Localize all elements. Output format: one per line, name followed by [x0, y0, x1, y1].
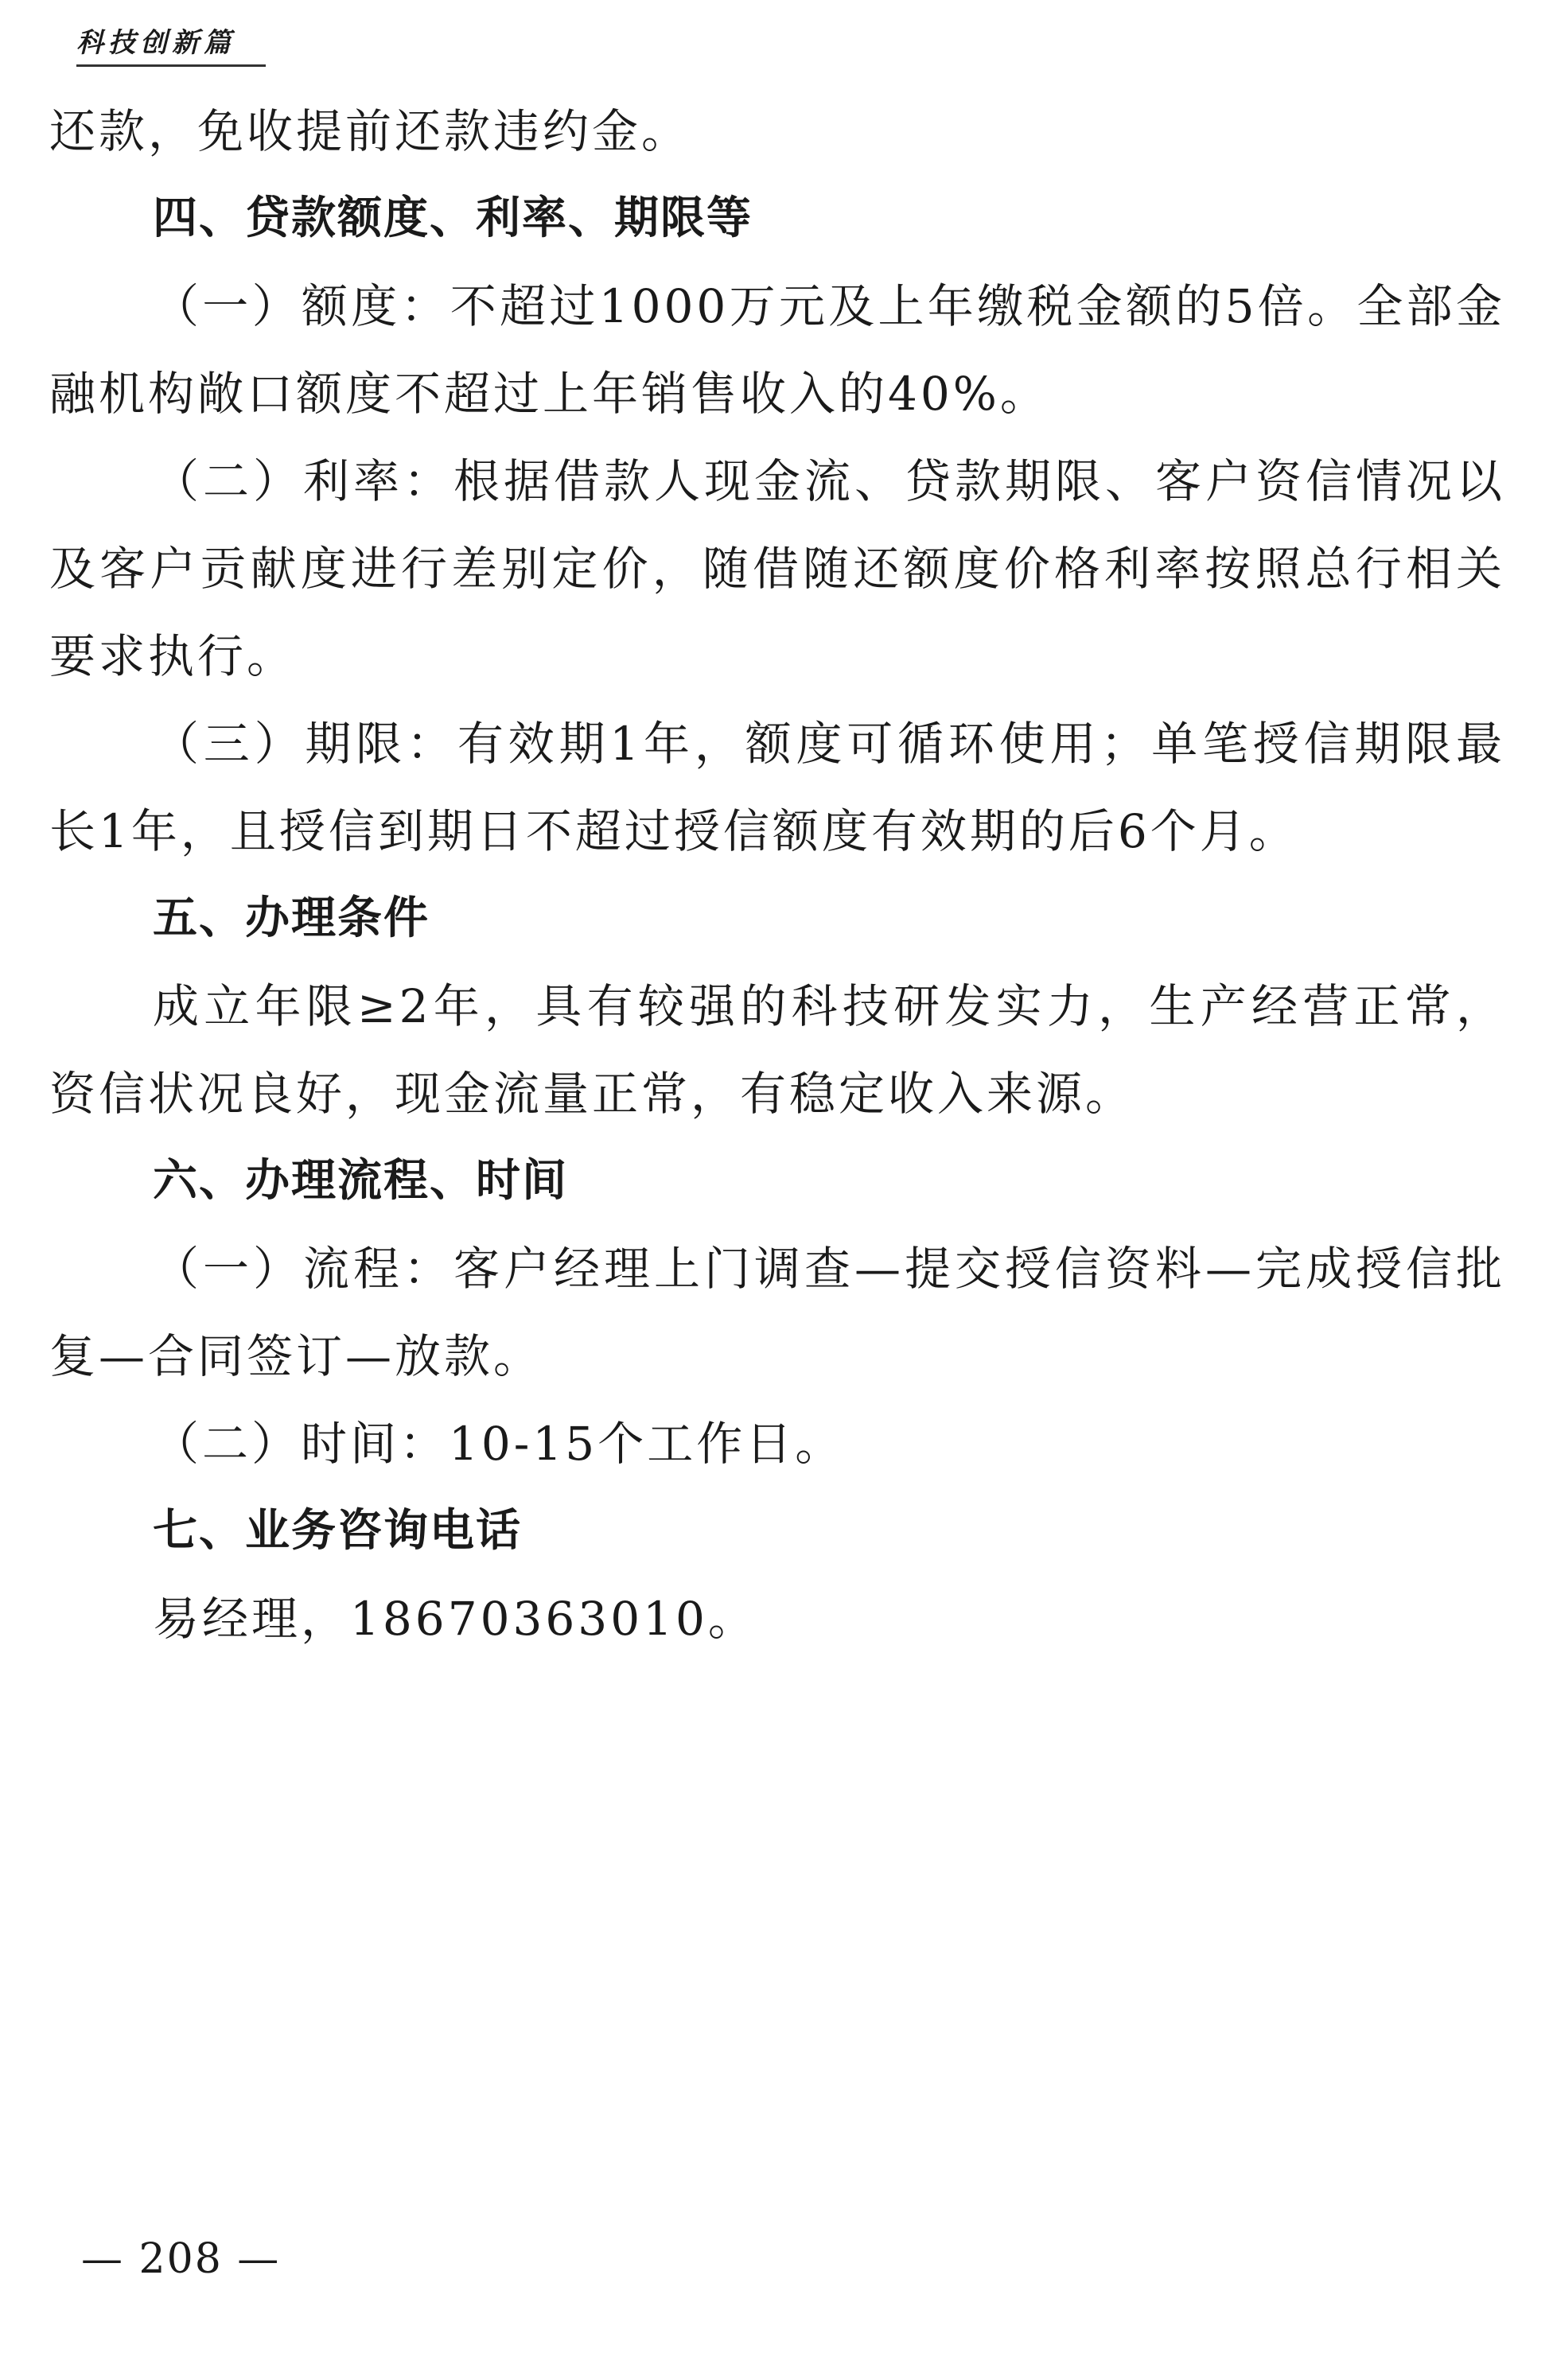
paragraph-interest-rate: （二）利率：根据借款人现金流、贷款期限、客户资信情况以及客户贡献度进行差别定价，随借随还额度价格利率按照总行相关要求执行。: [49, 454, 1505, 683]
paragraph-term: （三）期限：有效期1年，额度可循环使用；单笔授信期限最长1年，且授信到期日不超过授信额度有效期的后6个月。: [49, 717, 1505, 858]
paragraph-process: （一）流程：客户经理上门调查—提交授信资料—完成授信批复—合同签订—放款。: [49, 1242, 1505, 1383]
heading-section-7: 七、业务咨询电话: [153, 1505, 522, 1557]
page-number: — 208 —: [81, 2235, 281, 2283]
paragraph-contact: 易经理，18670363010。: [153, 1592, 757, 1646]
heading-section-5: 五、办理条件: [153, 892, 430, 944]
paragraph-time: （二）时间：10-15个工作日。: [153, 1417, 845, 1471]
section-tag: 科技创新篇: [76, 21, 266, 67]
paragraph-intro: 还款，免收提前还款违约金。: [49, 104, 691, 158]
document-body: [49, 88, 1505, 1662]
paragraph-conditions: 成立年限≥2年，具有较强的科技研发实力，生产经营正常，资信状况良好，现金流量正常，有稳定收入来源。: [49, 979, 1505, 1121]
heading-section-6: 六、办理流程、时间: [153, 1155, 568, 1207]
heading-section-4: 四、贷款额度、利率、期限等: [153, 192, 753, 244]
paragraph-quota: （一）额度：不超过1000万元及上年缴税金额的5倍。全部金融机构敞口额度不超过上年销售收入的40%。: [49, 279, 1505, 421]
